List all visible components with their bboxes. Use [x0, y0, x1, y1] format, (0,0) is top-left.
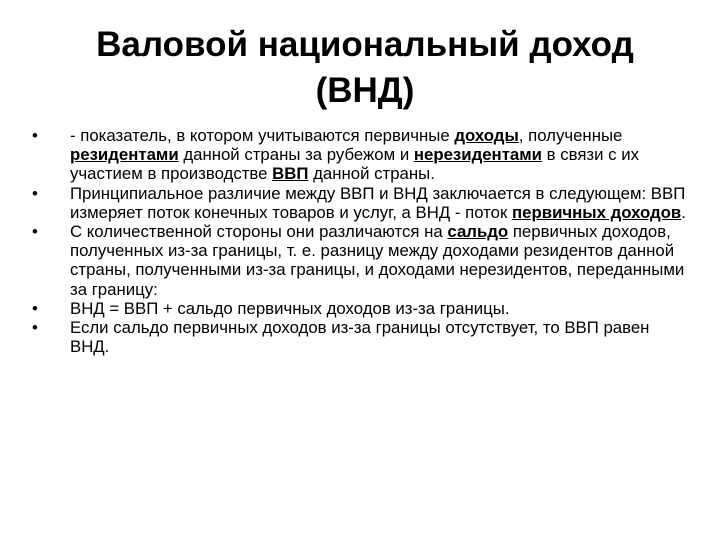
emphasized-term: доходы	[454, 126, 519, 145]
bullet-text-segment: первичных доходов, полученных из-за границы, т. е. разницу между доходами резидентов данной страны, полученными из-за границы, и доходами нерезидентов, переданными за границу:	[70, 222, 685, 299]
bullet-text-segment: Принципиальное различие между ВВП и ВНД заключается в следующем: ВВП измеряет поток конечных товаров и услуг, а ВНД - поток	[70, 183, 686, 222]
slide-title-line-2: (ВНД)	[315, 71, 415, 110]
bullet-list	[28, 126, 688, 356]
slide-title	[30, 22, 700, 114]
bullet-text-segment: .	[681, 202, 686, 222]
emphasized-term: резидентами	[70, 145, 179, 165]
bullet-item	[28, 222, 688, 299]
bullet-text-segment: данной страны.	[308, 164, 435, 184]
bullet-text-segment: в связи с их участием в производстве	[70, 145, 639, 184]
bullet-item	[28, 318, 688, 356]
bullet-marker: •	[32, 183, 38, 203]
bullet-text-segment: С количественной стороны они различаются на	[70, 222, 448, 242]
bullet-item	[28, 184, 688, 222]
emphasized-term: нерезидентами	[413, 145, 542, 165]
bullet-text	[70, 222, 688, 299]
bullet-text	[70, 318, 688, 356]
bullet-text-segment: Если сальдо первичных доходов из-за границы отсутствует, то ВВП равен ВНД.	[70, 318, 650, 357]
emphasized-term: первичных доходов	[512, 202, 682, 222]
bullet-text	[70, 126, 688, 184]
bullet-text-segment: данной страны за рубежом и	[178, 145, 414, 165]
bullet-item	[28, 126, 688, 184]
bullet-marker: •	[32, 298, 38, 318]
bullet-text-segment: ВНД = ВВП + сальдо первичных доходов из-за границы.	[70, 298, 510, 318]
bullet-text	[70, 184, 688, 222]
bullet-text-segment: - показатель, в котором учитываются первичные	[70, 126, 455, 145]
bullet-text-segment: , полученные	[518, 126, 623, 145]
slide-title-line-1: Валовой национальный доход	[96, 25, 634, 64]
bullet-marker: •	[32, 222, 38, 242]
bullet-item	[28, 299, 688, 318]
bullet-marker: •	[32, 126, 38, 145]
emphasized-term: сальдо	[447, 222, 509, 242]
emphasized-term: ВВП	[272, 164, 309, 184]
bullet-marker: •	[32, 318, 38, 338]
bullet-text	[70, 299, 688, 318]
